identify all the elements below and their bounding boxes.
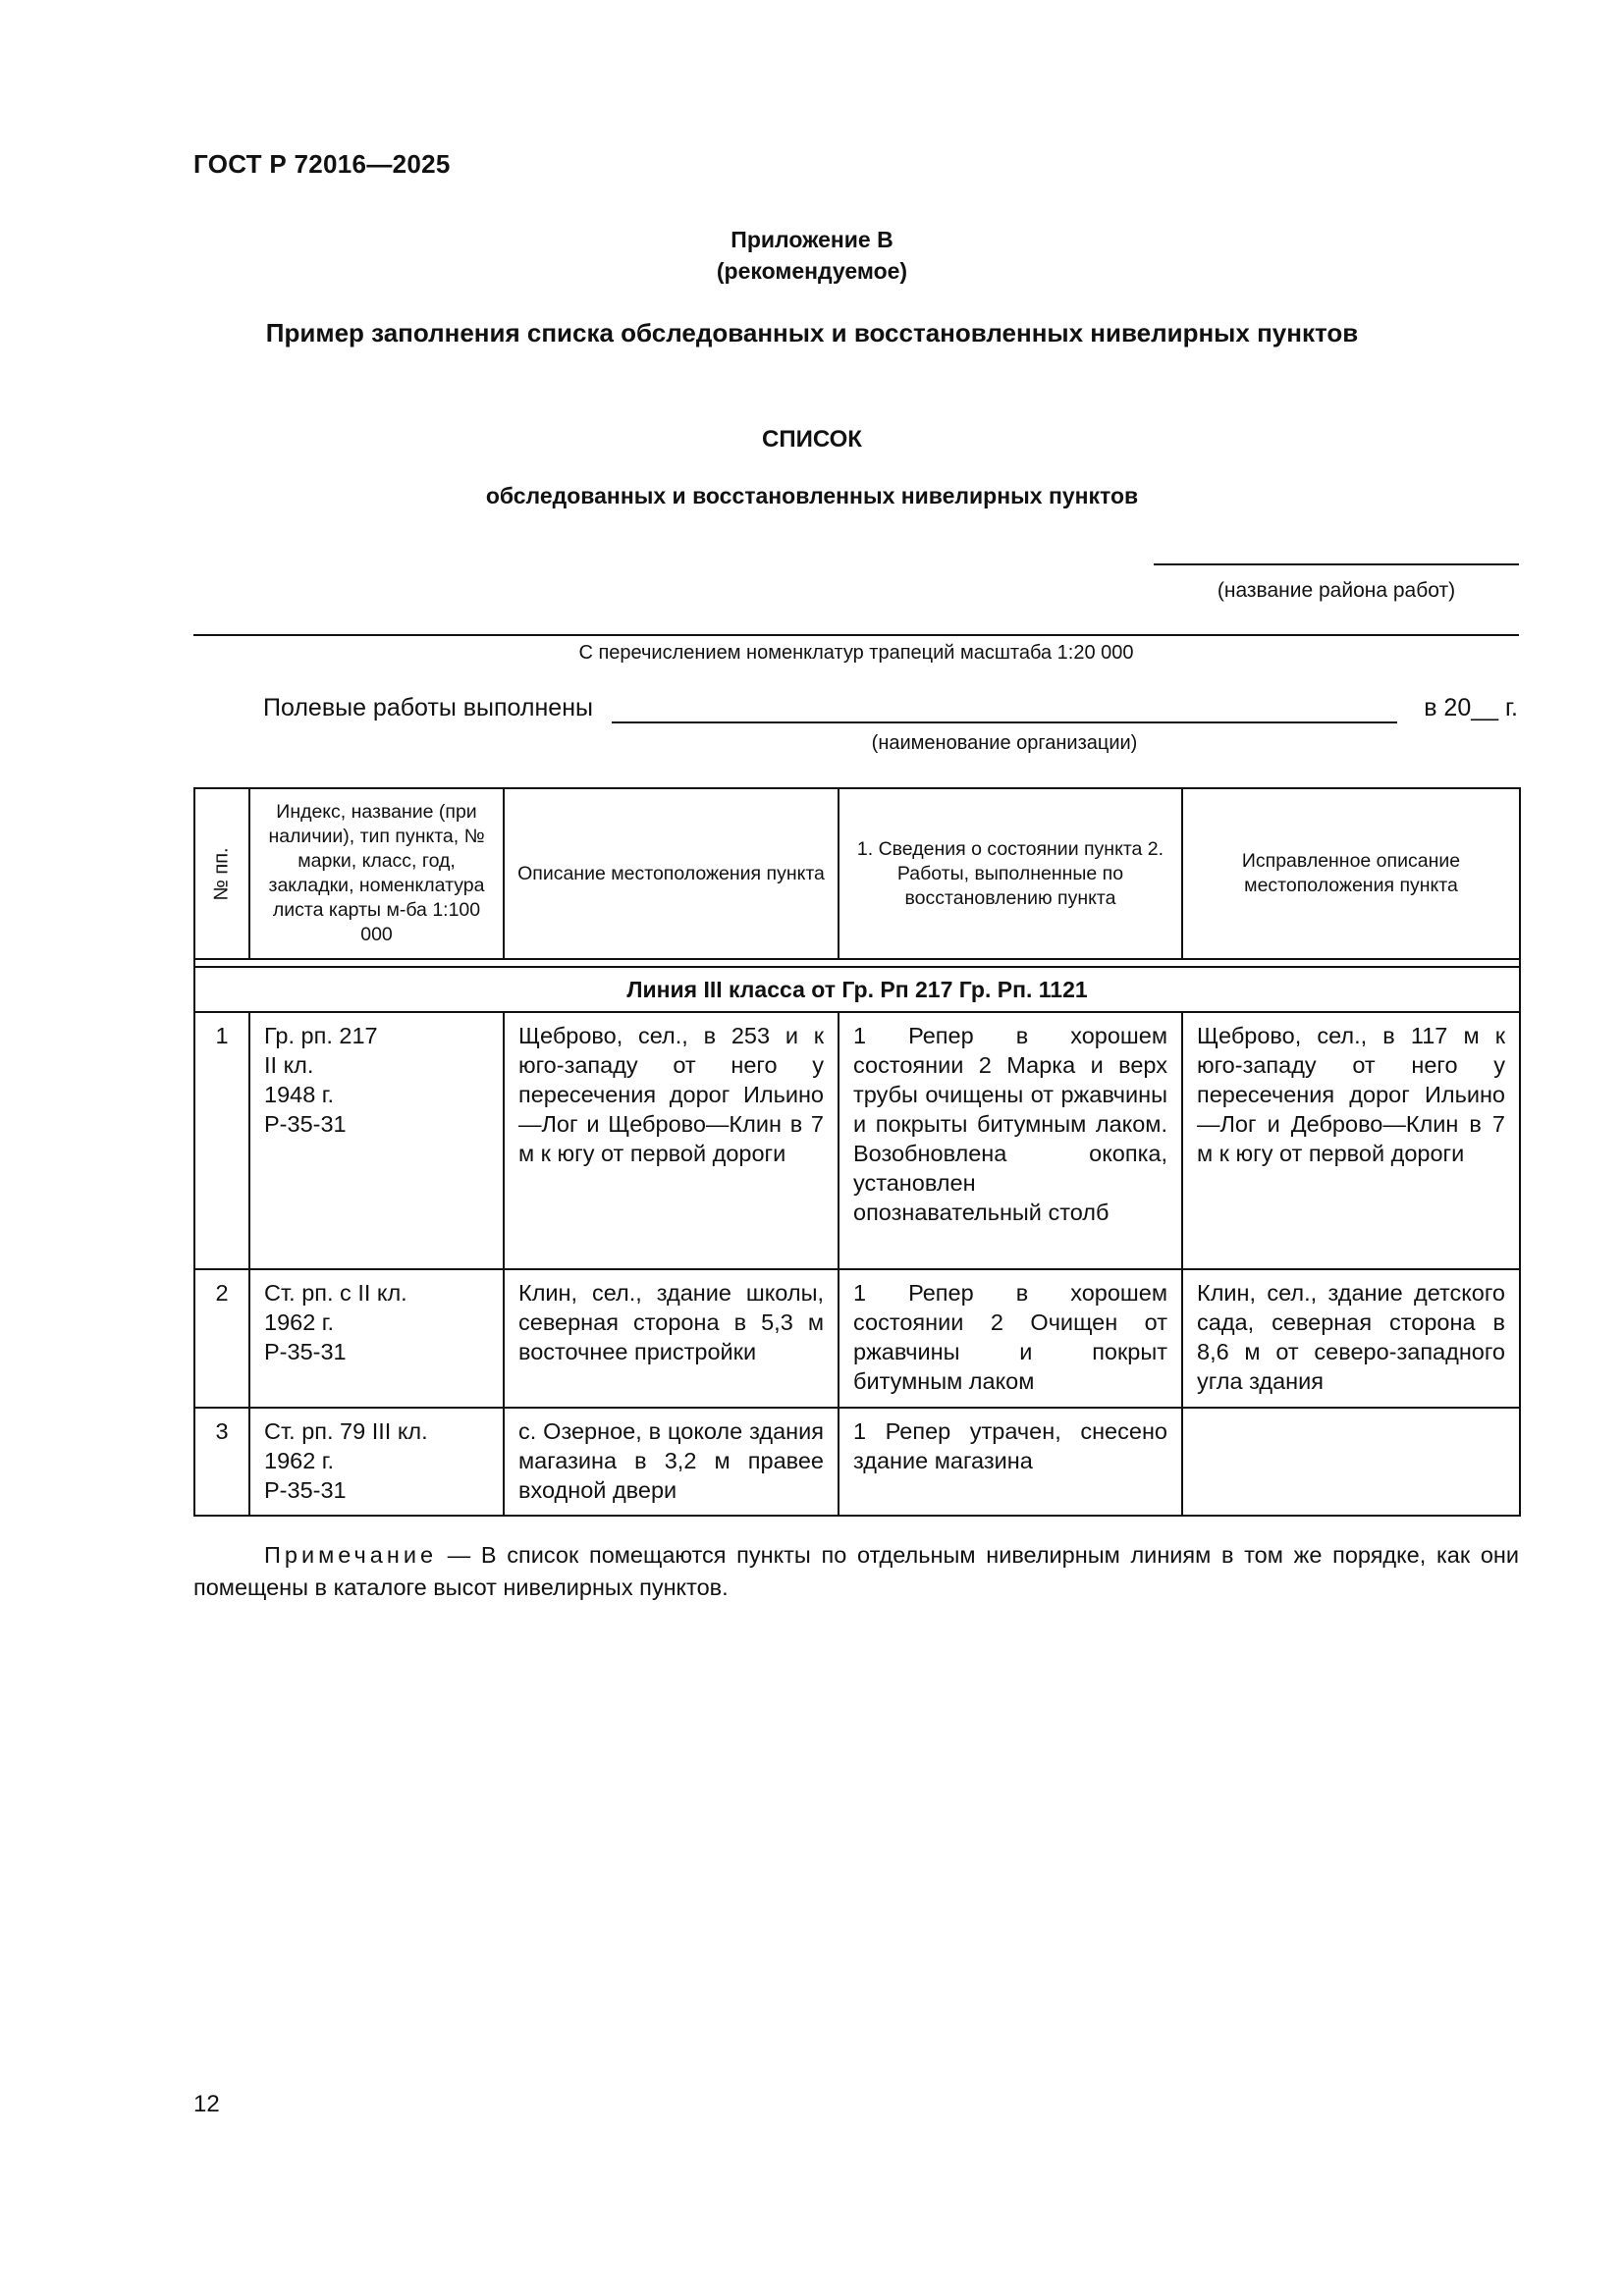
table-row <box>194 1269 1520 1408</box>
row-location: Щеброво, сел., в 253 и к юго-западу от него у пересечения дорог Ильино—Лог и Щеброво—Клин в 7 м к югу от первой дороги <box>504 1012 839 1269</box>
area-caption: (название района работ) <box>1217 579 1456 602</box>
header-corrected: Исправленное описание местоположения пункта <box>1182 788 1520 959</box>
fieldwork-label: Полевые работы выполнены <box>263 694 593 721</box>
header-number: № пп. <box>194 788 249 959</box>
annex-title: Пример заполнения списка обследованных и восстановленных нивелирных пунктов <box>265 318 1359 347</box>
row-number: 1 <box>194 1012 249 1269</box>
row-state: 1 Репер утрачен, снесено здание магазина <box>839 1408 1182 1516</box>
page-number: 12 <box>193 2091 220 2117</box>
document-code: ГОСТ Р 72016—2025 <box>193 149 451 179</box>
annex-status: (рекомендуемое) <box>716 258 908 284</box>
table-note <box>193 1539 1519 1604</box>
organization-caption: (наименование организации) <box>871 732 1138 754</box>
row-location: с. Озерное, в цоколе здания магазина в 3,2 м правее входной двери <box>504 1408 839 1516</box>
row-state: 1 Репер в хорошем состоянии 2 Марка и верх трубы очищены от ржавчины и покрыты битумным лаком. Возобновлена окопка, установлен опознавательный столб <box>839 1012 1182 1269</box>
fieldwork-row <box>263 694 1518 727</box>
row-index: Ст. рп. 79 III кл. 1962 г. Р-35-31 <box>249 1408 504 1516</box>
table-row <box>194 1012 1520 1269</box>
header-state: 1. Сведения о состоянии пункта 2. Работы, выполненные по восстановлению пункта <box>839 788 1182 959</box>
header-index: Индекс, название (при наличии), тип пункта, № марки, класс, год, закладки, номенклатура листа карты м-ба 1:100 000 <box>249 788 504 959</box>
row-index: Гр. рп. 217 II кл. 1948 г. Р-35-31 <box>249 1012 504 1269</box>
table-separator <box>194 959 1520 967</box>
row-corrected <box>1182 1408 1520 1516</box>
area-rule <box>1154 563 1519 565</box>
row-number: 3 <box>194 1408 249 1516</box>
points-table <box>193 787 1521 1517</box>
row-number: 2 <box>194 1269 249 1408</box>
header-location: Описание местоположения пункта <box>504 788 839 959</box>
row-location: Клин, сел., здание школы, северная сторона в 5,3 м восточнее пристройки <box>504 1269 839 1408</box>
note-text: — В список помещаются пункты по отдельным нивелирным линиям в том же порядке, как они помещены в каталоге высот нивелирных пунктов. <box>193 1542 1519 1600</box>
row-state: 1 Репер в хорошем состоянии 2 Очищен от ржавчины и покрыт битумным лаком <box>839 1269 1182 1408</box>
row-index: Ст. рп. с II кл. 1962 г. Р-35-31 <box>249 1269 504 1408</box>
line-title: Линия III класса от Гр. Рп 217 Гр. Рп. 1121 <box>194 967 1520 1012</box>
annex-label: Приложение В <box>731 227 893 252</box>
list-subtitle: обследованных и восстановленных нивелирных пунктов <box>485 483 1139 508</box>
row-corrected: Щеброво, сел., в 117 м к юго-западу от него у пересечения дорог Ильино—Лог и Деброво—Клин в 7 м к югу от первой дороги <box>1182 1012 1520 1269</box>
note-lead: Примечание <box>264 1542 438 1568</box>
table-row <box>194 1408 1520 1516</box>
annex-heading <box>0 224 1624 287</box>
row-corrected: Клин, сел., здание детского сада, северная сторона в 8,6 м от северо-западного угла здания <box>1182 1269 1520 1408</box>
list-title: СПИСОК <box>762 426 862 453</box>
table-section-row <box>194 967 1520 1012</box>
trapezium-rule <box>193 634 1519 636</box>
trapezium-caption: С перечислением номенклатур трапеций масштаба 1:20 000 <box>578 642 1134 664</box>
table-header-row <box>194 788 1520 959</box>
fieldwork-year: в 20__ г. <box>1424 694 1518 721</box>
organization-rule <box>612 721 1397 723</box>
